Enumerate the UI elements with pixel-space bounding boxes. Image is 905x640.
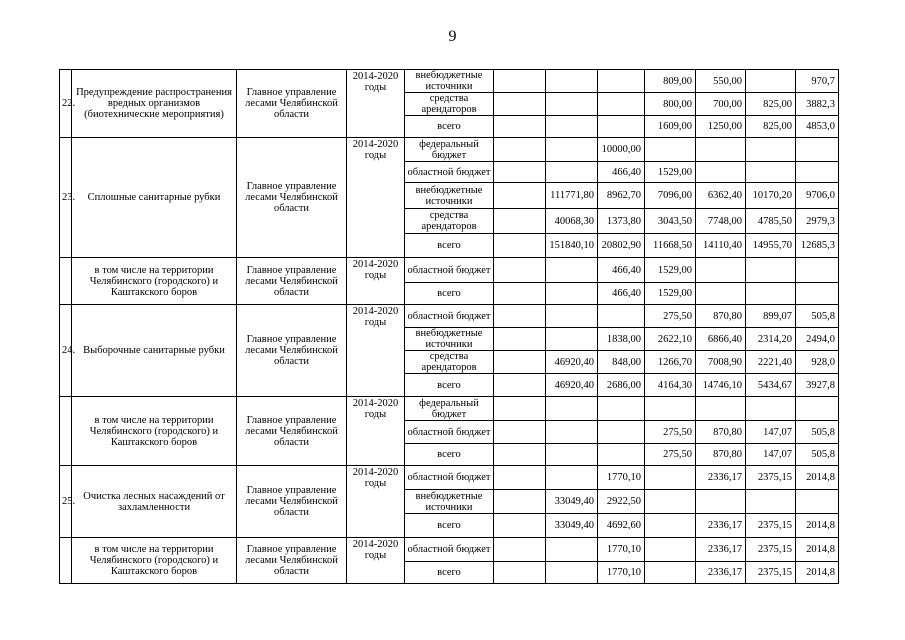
amount-cell: 899,07	[746, 305, 796, 328]
amount-cell	[546, 421, 598, 444]
row-number	[60, 397, 72, 466]
amount-cell: 46920,40	[546, 351, 598, 374]
funding-source: областной бюджет	[405, 538, 494, 562]
amount-cell: 275,50	[645, 444, 696, 466]
amount-cell: 505,8	[796, 305, 839, 328]
responsible-organization: Главное управление лесами Челябинской области	[237, 538, 347, 584]
amount-cell	[494, 328, 546, 351]
amount-cell: 4692,60	[598, 514, 645, 538]
table-row	[60, 70, 839, 93]
amount-cell: 147,07	[746, 421, 796, 444]
table-row	[60, 538, 839, 562]
amount-cell	[645, 397, 696, 421]
funding-source: федеральный бюджет	[405, 397, 494, 421]
amount-cell: 2375,15	[746, 466, 796, 490]
amount-cell	[696, 162, 746, 183]
amount-cell	[546, 283, 598, 305]
amount-cell: 3043,50	[645, 209, 696, 234]
amount-cell: 12685,3	[796, 234, 839, 258]
amount-cell	[494, 138, 546, 162]
amount-cell: 4785,50	[746, 209, 796, 234]
amount-cell: 9706,0	[796, 183, 839, 209]
funding-source: федеральный бюджет	[405, 138, 494, 162]
amount-cell: 800,00	[645, 93, 696, 116]
amount-cell	[494, 93, 546, 116]
amount-cell: 2014,8	[796, 562, 839, 584]
amount-cell	[645, 138, 696, 162]
amount-cell	[546, 70, 598, 93]
implementation-period: 2014-2020 годы	[347, 70, 405, 138]
amount-cell	[696, 258, 746, 283]
amount-cell: 275,50	[645, 305, 696, 328]
amount-cell	[746, 258, 796, 283]
funding-source: областной бюджет	[405, 466, 494, 490]
row-number: 24.	[60, 305, 72, 397]
amount-cell	[645, 466, 696, 490]
amount-cell: 505,8	[796, 444, 839, 466]
amount-cell: 2336,17	[696, 562, 746, 584]
funding-source: областной бюджет	[405, 421, 494, 444]
activity-name: Очистка лесных насаждений от захламленности	[72, 466, 237, 538]
amount-cell: 2014,8	[796, 538, 839, 562]
amount-cell: 928,0	[796, 351, 839, 374]
amount-cell	[494, 514, 546, 538]
amount-cell: 2979,3	[796, 209, 839, 234]
amount-cell: 14955,70	[746, 234, 796, 258]
implementation-period: 2014-2020 годы	[347, 258, 405, 305]
amount-cell: 466,40	[598, 258, 645, 283]
amount-cell	[696, 283, 746, 305]
amount-cell	[494, 397, 546, 421]
activity-name: в том числе на территории Челябинского (городского) и Каштакского боров	[72, 397, 237, 466]
amount-cell: 33049,40	[546, 514, 598, 538]
amount-cell	[645, 562, 696, 584]
funding-source: всего	[405, 444, 494, 466]
funding-source: средства арендаторов	[405, 209, 494, 234]
amount-cell	[546, 444, 598, 466]
amount-cell	[494, 258, 546, 283]
amount-cell: 6362,40	[696, 183, 746, 209]
table-row	[60, 305, 839, 328]
activity-name: в том числе на территории Челябинского (городского) и Каштакского боров	[72, 258, 237, 305]
amount-cell	[796, 283, 839, 305]
amount-cell: 46920,40	[546, 374, 598, 397]
amount-cell: 3882,3	[796, 93, 839, 116]
amount-cell: 14746,10	[696, 374, 746, 397]
funding-source: внебюджетные источники	[405, 183, 494, 209]
amount-cell: 1373,80	[598, 209, 645, 234]
amount-cell: 809,00	[645, 70, 696, 93]
funding-source: всего	[405, 514, 494, 538]
responsible-organization: Главное управление лесами Челябинской области	[237, 466, 347, 538]
amount-cell: 505,8	[796, 421, 839, 444]
amount-cell	[746, 490, 796, 514]
responsible-organization: Главное управление лесами Челябинской области	[237, 305, 347, 397]
funding-source: внебюджетные источники	[405, 328, 494, 351]
activity-name: Предупреждение распространения вредных организмов (биотехнические мероприятия)	[72, 70, 237, 138]
amount-cell: 1529,00	[645, 283, 696, 305]
amount-cell: 10000,00	[598, 138, 645, 162]
amount-cell	[546, 258, 598, 283]
amount-cell	[696, 490, 746, 514]
amount-cell	[494, 562, 546, 584]
amount-cell: 2375,15	[746, 562, 796, 584]
amount-cell	[494, 209, 546, 234]
amount-cell	[546, 328, 598, 351]
funding-source: областной бюджет	[405, 162, 494, 183]
amount-cell: 1609,00	[645, 116, 696, 138]
funding-source: областной бюджет	[405, 258, 494, 283]
funding-source: внебюджетные источники	[405, 490, 494, 514]
activity-name: Сплошные санитарные рубки	[72, 138, 237, 258]
amount-cell	[546, 538, 598, 562]
funding-source: всего	[405, 234, 494, 258]
amount-cell	[645, 538, 696, 562]
implementation-period: 2014-2020 годы	[347, 305, 405, 397]
amount-cell	[494, 116, 546, 138]
amount-cell: 14110,40	[696, 234, 746, 258]
amount-cell	[746, 70, 796, 93]
amount-cell: 151840,10	[546, 234, 598, 258]
amount-cell	[598, 93, 645, 116]
amount-cell: 466,40	[598, 283, 645, 305]
amount-cell: 275,50	[645, 421, 696, 444]
funding-source: внебюджетные источники	[405, 70, 494, 93]
amount-cell: 2494,0	[796, 328, 839, 351]
amount-cell	[598, 421, 645, 444]
table-row	[60, 258, 839, 283]
amount-cell	[746, 283, 796, 305]
responsible-organization: Главное управление лесами Челябинской области	[237, 70, 347, 138]
amount-cell: 2336,17	[696, 538, 746, 562]
amount-cell: 4853,0	[796, 116, 839, 138]
amount-cell: 848,00	[598, 351, 645, 374]
amount-cell: 20802,90	[598, 234, 645, 258]
amount-cell	[494, 305, 546, 328]
funding-source: всего	[405, 283, 494, 305]
amount-cell: 2314,20	[746, 328, 796, 351]
amount-cell: 1529,00	[645, 162, 696, 183]
amount-cell	[494, 490, 546, 514]
amount-cell: 466,40	[598, 162, 645, 183]
row-number	[60, 258, 72, 305]
amount-cell: 2922,50	[598, 490, 645, 514]
amount-cell: 147,07	[746, 444, 796, 466]
amount-cell	[746, 162, 796, 183]
amount-cell	[494, 70, 546, 93]
amount-cell: 700,00	[696, 93, 746, 116]
funding-source: всего	[405, 562, 494, 584]
activity-name: Выборочные санитарные рубки	[72, 305, 237, 397]
program-activities-table	[59, 69, 839, 584]
amount-cell	[546, 138, 598, 162]
amount-cell: 11668,50	[645, 234, 696, 258]
amount-cell: 1266,70	[645, 351, 696, 374]
amount-cell: 2686,00	[598, 374, 645, 397]
amount-cell: 870,80	[696, 444, 746, 466]
amount-cell: 10170,20	[746, 183, 796, 209]
implementation-period: 2014-2020 годы	[347, 138, 405, 258]
row-number: 23.	[60, 138, 72, 258]
amount-cell: 5434,67	[746, 374, 796, 397]
amount-cell: 40068,30	[546, 209, 598, 234]
amount-cell: 825,00	[746, 93, 796, 116]
funding-source: всего	[405, 374, 494, 397]
amount-cell: 111771,80	[546, 183, 598, 209]
implementation-period: 2014-2020 годы	[347, 538, 405, 584]
amount-cell: 2375,15	[746, 538, 796, 562]
amount-cell	[796, 138, 839, 162]
responsible-organization: Главное управление лесами Челябинской области	[237, 397, 347, 466]
amount-cell	[494, 162, 546, 183]
amount-cell	[598, 70, 645, 93]
amount-cell: 870,80	[696, 421, 746, 444]
amount-cell	[546, 305, 598, 328]
funding-source: областной бюджет	[405, 305, 494, 328]
amount-cell: 33049,40	[546, 490, 598, 514]
amount-cell	[546, 116, 598, 138]
amount-cell: 4164,30	[645, 374, 696, 397]
amount-cell: 6866,40	[696, 328, 746, 351]
amount-cell	[546, 397, 598, 421]
amount-cell	[546, 466, 598, 490]
amount-cell: 2622,10	[645, 328, 696, 351]
amount-cell	[494, 234, 546, 258]
amount-cell: 2336,17	[696, 466, 746, 490]
funding-source: средства арендаторов	[405, 93, 494, 116]
row-number: 22.	[60, 70, 72, 138]
amount-cell	[796, 490, 839, 514]
amount-cell: 7008,90	[696, 351, 746, 374]
page-number: 9	[448, 28, 457, 45]
amount-cell: 2336,17	[696, 514, 746, 538]
amount-cell	[546, 162, 598, 183]
amount-cell: 2221,40	[746, 351, 796, 374]
implementation-period: 2014-2020 годы	[347, 397, 405, 466]
amount-cell	[494, 538, 546, 562]
amount-cell: 1770,10	[598, 538, 645, 562]
amount-cell	[696, 397, 746, 421]
amount-cell: 550,00	[696, 70, 746, 93]
amount-cell: 1838,00	[598, 328, 645, 351]
amount-cell	[494, 466, 546, 490]
amount-cell: 1250,00	[696, 116, 746, 138]
amount-cell	[494, 283, 546, 305]
responsible-organization: Главное управление лесами Челябинской области	[237, 258, 347, 305]
amount-cell: 2014,8	[796, 466, 839, 490]
activity-name: в том числе на территории Челябинского (городского) и Каштакского боров	[72, 538, 237, 584]
amount-cell	[494, 374, 546, 397]
amount-cell: 970,7	[796, 70, 839, 93]
amount-cell	[494, 351, 546, 374]
table-row	[60, 466, 839, 490]
amount-cell	[796, 397, 839, 421]
amount-cell: 7096,00	[645, 183, 696, 209]
amount-cell: 8962,70	[598, 183, 645, 209]
amount-cell	[796, 258, 839, 283]
amount-cell	[598, 444, 645, 466]
amount-cell: 1770,10	[598, 466, 645, 490]
amount-cell	[645, 514, 696, 538]
amount-cell: 2375,15	[746, 514, 796, 538]
amount-cell	[546, 93, 598, 116]
row-number	[60, 538, 72, 584]
amount-cell	[598, 305, 645, 328]
amount-cell: 825,00	[746, 116, 796, 138]
amount-cell: 3927,8	[796, 374, 839, 397]
amount-cell	[494, 421, 546, 444]
funding-source: всего	[405, 116, 494, 138]
amount-cell	[494, 444, 546, 466]
amount-cell	[645, 490, 696, 514]
amount-cell: 2014,8	[796, 514, 839, 538]
amount-cell	[598, 397, 645, 421]
amount-cell	[546, 562, 598, 584]
amount-cell: 7748,00	[696, 209, 746, 234]
amount-cell	[746, 397, 796, 421]
implementation-period: 2014-2020 годы	[347, 466, 405, 538]
amount-cell	[696, 138, 746, 162]
row-number: 25.	[60, 466, 72, 538]
amount-cell	[746, 138, 796, 162]
table-row	[60, 138, 839, 162]
amount-cell	[796, 162, 839, 183]
amount-cell	[494, 183, 546, 209]
responsible-organization: Главное управление лесами Челябинской области	[237, 138, 347, 258]
amount-cell: 1770,10	[598, 562, 645, 584]
funding-source: средства арендаторов	[405, 351, 494, 374]
table-row	[60, 397, 839, 421]
amount-cell	[598, 116, 645, 138]
amount-cell: 1529,00	[645, 258, 696, 283]
amount-cell: 870,80	[696, 305, 746, 328]
